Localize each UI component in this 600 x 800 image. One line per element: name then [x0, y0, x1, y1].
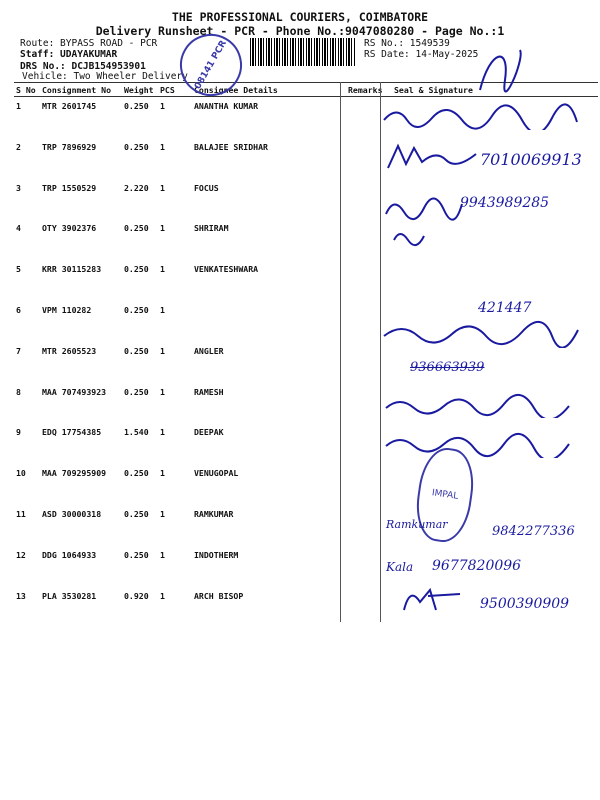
table-row	[14, 260, 598, 301]
cell-consignee: ANANTHA KUMAR	[194, 101, 259, 111]
table-row	[14, 219, 598, 260]
cell-weight: 0.250	[124, 304, 149, 315]
cell-remarks	[346, 260, 392, 301]
cell-sno: 1	[16, 101, 21, 111]
cell-weight: 0.250	[124, 141, 149, 152]
pcr-stamp: 08141 PCR	[169, 23, 254, 108]
cell-sno: 11	[16, 508, 26, 519]
cell-consignee: VENKATESHWARA	[194, 264, 259, 275]
cell-cons: EDQ 17754385	[42, 427, 102, 438]
cell-sno: 10	[16, 468, 26, 479]
cell-sno: 12	[16, 549, 26, 560]
signature-row4	[390, 226, 430, 248]
cell-sno: 9	[16, 427, 21, 438]
cell-consignee: VENUGOPAL	[194, 468, 239, 479]
cell-sno: 5	[16, 264, 21, 275]
cell-sno: 7	[16, 345, 21, 356]
cell-cons: TRP 7896929	[42, 141, 97, 152]
rs-date: RS Date: 14-May-2025	[364, 49, 479, 60]
cell-cons: PLA 3530281	[42, 590, 97, 601]
handwritten-phone-3: 9943989285	[460, 195, 550, 211]
cell-weight: 0.250	[124, 508, 149, 519]
cell-pcs: 1	[160, 590, 165, 601]
cell-consignee: INDOTHERM	[194, 549, 239, 560]
handwritten-phone-7: 936663939	[410, 360, 485, 375]
signature-row7	[382, 318, 582, 348]
cell-consignee: RAMESH	[194, 386, 224, 397]
cell-pcs: 1	[160, 264, 165, 275]
cell-weight: 0.250	[124, 101, 149, 111]
cell-consignee: SHRIRAM	[194, 223, 229, 234]
col-sno: S No	[14, 83, 40, 97]
cell-cons: DDG 1064933	[42, 549, 97, 560]
signature-row8	[384, 392, 574, 418]
cell-sno: 13	[16, 590, 26, 601]
signature-row3	[384, 192, 464, 222]
drs-label: DRS No.: DCJB154953901	[20, 61, 146, 72]
cell-sno: 2	[16, 141, 21, 152]
cell-pcs: 1	[160, 141, 165, 152]
cell-sno: 3	[16, 182, 21, 193]
cell-cons: ASD 30000318	[42, 508, 102, 519]
cell-pcs: 1	[160, 508, 165, 519]
handwritten-number-6: 421447	[478, 300, 532, 316]
staff-label: Staff: UDAYAKUMAR	[20, 49, 118, 60]
cell-pcs: 1	[160, 549, 165, 560]
cell-pcs: 1	[160, 304, 165, 315]
cell-pcs: 1	[160, 386, 165, 397]
cell-remarks	[346, 587, 392, 628]
cell-weight: 0.250	[124, 386, 149, 397]
cell-weight: 0.250	[124, 223, 149, 234]
cell-sno: 4	[16, 223, 21, 234]
handwritten-phone-11: 9842277336	[492, 524, 575, 539]
cell-consignee: DEEPAK	[194, 427, 224, 438]
impal-stamp: IMPAL	[412, 445, 479, 546]
cell-sno: 8	[16, 386, 21, 397]
cell-weight: 0.920	[124, 590, 149, 601]
col-consignee: Consignee Details	[192, 83, 346, 97]
handwritten-phone-12: 9677820096	[432, 558, 522, 574]
cell-weight: 0.250	[124, 345, 149, 356]
cell-consignee: ARCH BISOP	[194, 590, 244, 601]
signature-divider	[380, 82, 381, 622]
cell-weight: 0.250	[124, 264, 149, 275]
col-remarks: Remarks	[346, 83, 392, 97]
cell-pcs: 1	[160, 345, 165, 356]
cell-weight: 0.250	[124, 549, 149, 560]
cell-pcs: 1	[160, 468, 165, 479]
cell-remarks	[346, 219, 392, 260]
cell-cons: VPM 110282	[42, 304, 92, 315]
cell-weight: 0.250	[124, 468, 149, 479]
cell-consignee: BALAJEE SRIDHAR	[194, 141, 268, 152]
col-weight: Weight	[122, 83, 158, 97]
cell-weight: 2.220	[124, 182, 149, 193]
runsheet-title: Delivery Runsheet - PCR - Phone No.:9047080280 - Page No.:1	[95, 24, 505, 38]
signature-row13	[400, 582, 470, 616]
cell-pcs: 1	[160, 427, 165, 438]
rs-number: RS No.: 1549539	[364, 38, 450, 49]
cell-sno: 6	[16, 304, 21, 315]
handwritten-phone-13: 9500390909	[480, 596, 570, 612]
barcode	[250, 38, 356, 66]
remarks-divider	[340, 82, 341, 622]
cell-consignee	[192, 301, 346, 342]
cell-cons: MAA 709295909	[42, 468, 107, 479]
signature-row9	[384, 432, 574, 458]
handwritten-name-12: Kala	[386, 560, 414, 574]
handwritten-phone-2: 7010069913	[480, 150, 582, 169]
table-row	[14, 464, 598, 505]
handwritten-sig-11: Ramkumar	[386, 518, 448, 531]
cell-consignee: ANGLER	[194, 345, 224, 356]
signature-row2	[386, 140, 486, 174]
col-signature: Seal & Signature	[392, 83, 598, 97]
cell-pcs: 1	[160, 182, 165, 193]
cell-cons: TRP 1550529	[42, 182, 97, 193]
cell-pcs: 1	[160, 223, 165, 234]
cell-cons: OTY 3902376	[42, 223, 97, 234]
route-label: Route: BYPASS ROAD - PCR	[20, 38, 158, 49]
cell-remarks	[346, 464, 392, 505]
cell-consignee: FOCUS	[194, 182, 219, 193]
cell-weight: 1.540	[124, 427, 149, 438]
company-title: THE PROFESSIONAL COURIERS, COIMBATORE	[171, 10, 429, 24]
vehicle-label: Vehicle: Two Wheeler Delivery	[22, 71, 188, 82]
signature-scribble	[470, 40, 530, 100]
signature-row1	[382, 100, 582, 130]
cell-cons: KRR 30115283	[42, 264, 102, 275]
cell-cons: MTR 2601745	[42, 101, 97, 111]
cell-cons: MAA 707493923	[42, 386, 107, 397]
col-pcs: PCS	[158, 83, 192, 97]
cell-signature	[392, 260, 598, 301]
cell-cons: MTR 2605523	[42, 345, 97, 356]
col-consignment: Consignment No	[40, 83, 122, 97]
cell-consignee: RAMKUMAR	[194, 508, 234, 519]
cell-pcs: 1	[160, 101, 165, 111]
